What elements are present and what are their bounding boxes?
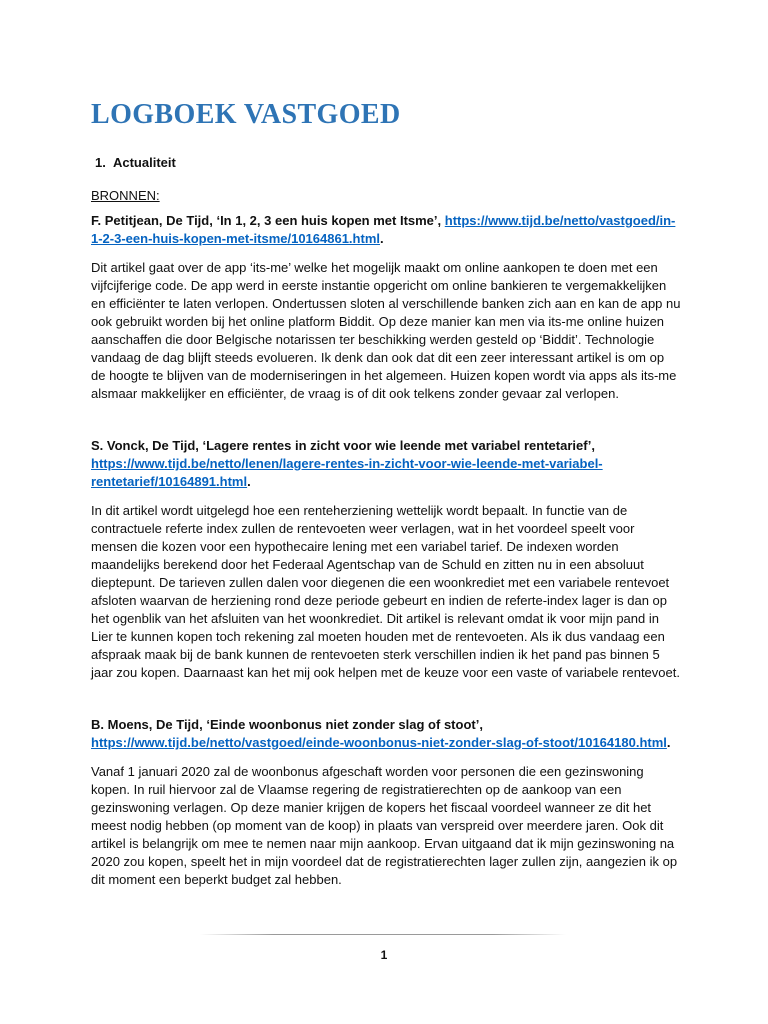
citation-text: S. Vonck, De Tijd, ‘Lagere rentes in zicht voor wie leende met variabel rentetarief’, xyxy=(91,437,596,453)
document-title: LOGBOEK VASTGOED xyxy=(91,99,401,130)
summary-paragraph-1: Dit artikel gaat over de app ‘its-me’ welke het mogelijk maakt om online aankopen te doen met een vijfcijferige code. De app werd in eerste instantie opgericht om online bankieren te vergemakkelijken en efficiënter te laten verlopen. Ondertussen sloten al verschillende banken zich aan en kan de app nu ook gebruikt worden bij het online platform Biddit. Op deze manier kan men via its-me online huizen aanschaffen die door Belgische notarissen ter beschikking werden gesteld op ‘Biddit’. Technologie vandaag de dag blijft steeds evolueren. Ik denk dan ook dat dit een zeer interessant artikel is om op de hoogte te blijven van de moderniseringen in het algemeen. Huizen kopen wordt via apps als its-me alsmaar makkelijker en efficiënter, de vraag is of dit ook telkens zonder gevaar zal verlopen. xyxy=(91,259,681,401)
citation-1 xyxy=(91,212,681,248)
summary-paragraph-2: In dit artikel wordt uitgelegd hoe een renteherziening wettelijk wordt bepaalt. In functie van de contractuele referte index zullen de rentevoeten weer verlagen, wat in het voordeel speelt voor mensen die kozen voor een hypothecaire lening met een variabel tarief. De indexen worden maandelijks berekend door het Federaal Agentschap van de Schuld en zitten nu in een absoluut dieptepunt. De tarieven zullen dalen voor diegenen die een woonkrediet met een variabele rentevoet afsloten waarvan de herziening rond deze periode gebeurt en indien de referte-index lager is dan op het ogenblik van het afsluiten van het woonkrediet. Dit artikel is relevant omdat ik voor mijn pand in Lier te kunnen kopen toch rekening zal moeten houden met de rentevoeten. Als ik dus vandaag een afspraak maak bij de bank kunnen de rentevoeten sterk verschillen indien ik het pand pas binnen 5 jaar zou kopen. Daarnaast kan het mij ook helpen met de keuze voor een vaste of variabele rentevoet. xyxy=(91,502,680,680)
page-content xyxy=(91,98,681,889)
section-heading xyxy=(91,155,681,171)
citation-end: . xyxy=(379,230,384,246)
sources-label: BRONNEN: xyxy=(91,188,160,204)
section-title: Actualiteit xyxy=(112,154,176,170)
citation-end: . xyxy=(247,473,251,489)
section-number: 1. xyxy=(95,154,106,170)
page-number: 1 xyxy=(380,948,388,962)
citation-end: . xyxy=(666,734,671,750)
citation-text: B. Moens, De Tijd, ‘Einde woonbonus niet zonder slag of stoot’, xyxy=(91,716,483,732)
citation-text: F. Petitjean, De Tijd, ‘In 1, 2, 3 een huis kopen met Itsme’, xyxy=(91,212,442,228)
citation-3 xyxy=(91,716,681,752)
citation-2 xyxy=(91,437,681,491)
footer-divider xyxy=(200,934,566,935)
source-link-1[interactable]: https://www.tijd.be/netto/vastgoed/in-1-2-3-een-huis-kopen-met-itsme/10164861.html xyxy=(91,212,676,246)
source-link-2[interactable]: https://www.tijd.be/netto/lenen/lagere-rentes-in-zicht-voor-wie-leende-met-variabel-rentetarief/10164891.html xyxy=(91,455,603,489)
summary-paragraph-3: Vanaf 1 januari 2020 zal de woonbonus afgeschaft worden voor personen die een gezinswoning kopen. In ruil hiervoor zal de Vlaamse regering de registratierechten op de aankoop van een gezinswoning verlagen. Op deze manier krijgen de kopers het fiscaal voordeel wanneer ze dit het meest nodig hebben (op moment van de koop) in plaats van verspreid over meerdere jaren. Ook dit artikel is belangrijk om mee te nemen naar mijn aankoop. Ervan uitgaand dat ik mijn gezinswoning na 2020 zou kopen, speelt het in mijn voordeel dat de registratierechten lager zullen zijn, aangezien ik op dit moment een beperkt budget zal hebben. xyxy=(91,763,678,887)
source-link-3[interactable]: https://www.tijd.be/netto/vastgoed/einde-woonbonus-niet-zonder-slag-of-stoot/10164180.html xyxy=(91,734,667,750)
